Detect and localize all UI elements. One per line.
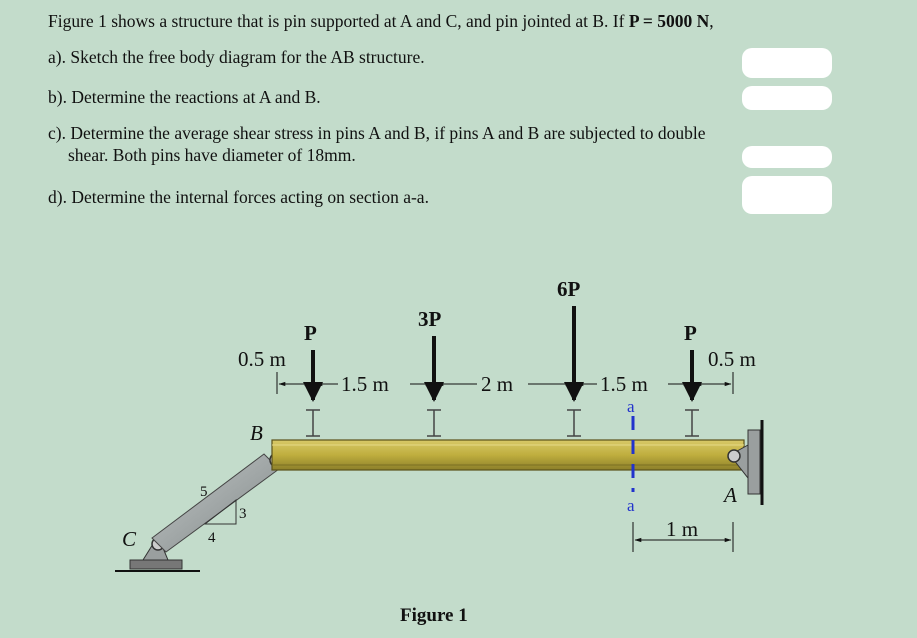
load-value: P = 5000 N [628,11,710,31]
support-a-plate [748,430,760,494]
section-label-top: a [627,397,635,416]
dim-label-4: 1.5 m [600,372,648,396]
slope-rise: 3 [239,506,247,522]
pin-a [728,450,740,462]
support-c-base [130,560,182,569]
dim-label-5: 0.5 m [708,347,756,371]
point-label-c: C [122,527,137,551]
section-label-bottom: a [627,496,635,515]
load-label-2: 3P [418,307,442,331]
slope-hyp: 5 [200,484,208,500]
strut-cb [152,454,279,552]
question-b: b). Determine the reactions at A and B. [48,87,321,107]
question-d: d). Determine the internal forces acting on section a-a. [48,187,429,207]
load-label-4: P [684,321,697,345]
dim-label-1: 0.5 m [238,347,286,371]
dim-label-6: 1 m [666,517,699,541]
load-label-3: 6P [557,277,581,301]
dim-label-3: 2 m [481,372,514,396]
point-label-a: A [724,483,737,507]
hangers [306,410,699,436]
figure-caption: Figure 1 [400,605,468,626]
question-a: a). Sketch the free body diagram for the AB structure. [48,47,425,67]
point-label-b: B [250,421,263,445]
load-label-1: P [304,321,317,345]
problem-intro: Figure 1 shows a structure that is pin supported at A and C, and pin jointed at B. If P = 5000 N, [48,11,714,31]
question-c: c). Determine the average shear stress in pins A and B, if pins A and B are subjected to double shear. Both pins have diameter of 18mm. [48,123,706,165]
slope-run: 4 [208,530,216,546]
dim-label-2: 1.5 m [341,372,389,396]
